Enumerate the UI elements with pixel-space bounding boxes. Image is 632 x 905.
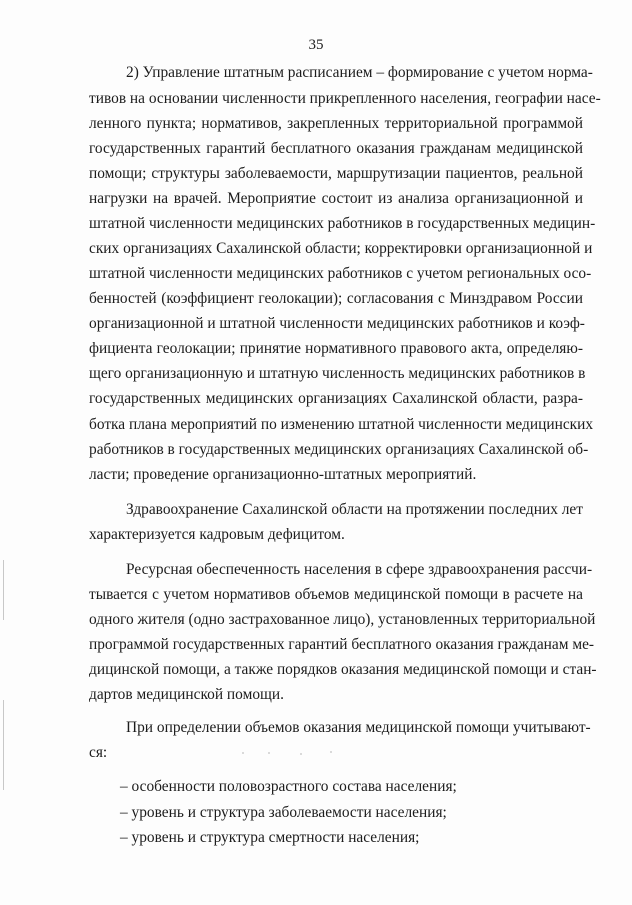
scan-artifact: [3, 700, 4, 790]
scan-speck: [300, 753, 302, 755]
paragraph-line: Ресурсная обеспеченность населения в сфере здравоохранения рассчи-: [126, 561, 593, 578]
paragraph-line: Здравоохранение Сахалинской области на протяжении последних лет: [126, 501, 583, 518]
paragraph-line: государственных медицинских организациях Сахалинской области, разра-: [89, 390, 583, 407]
paragraph-line: ленного пункта; нормативов, закрепленных территориальной программой: [89, 115, 583, 132]
paragraph-line: дартов медицинской помощи.: [89, 686, 284, 703]
paragraph-line: программой государственных гарантий бесплатного оказания гражданам ме-: [89, 636, 595, 653]
paragraph-line: штатной численности медицинских работников в государственных медицин-: [89, 215, 596, 232]
paragraph-line: государственных гарантий бесплатного оказания гражданам медицинской: [89, 140, 583, 157]
scan-speck: [242, 752, 244, 754]
paragraph-line: фициента геолокации; принятие нормативного правового акта, определяю-: [89, 340, 583, 357]
list-item: – уровень и структура смертности населения;: [120, 829, 420, 846]
paragraph-line: тивов на основании численности прикрепленного населения, географии насе-: [89, 90, 601, 107]
page-number: 35: [308, 37, 324, 53]
paragraph-line: 2) Управление штатным расписанием – формирование с учетом норма-: [126, 64, 593, 81]
paragraph-line: нагрузки на врачей. Мероприятие состоит из анализа организационной и: [89, 190, 583, 207]
list-item: – особенности половозрастного состава населения;: [120, 778, 457, 795]
paragraph-line: штатной численности медицинских работников с учетом региональных осо-: [89, 265, 592, 282]
paragraph-line: характеризуется кадровым дефицитом.: [89, 526, 345, 543]
paragraph-line: При определении объемов оказания медицинской помощи учитывают-: [126, 719, 591, 736]
paragraph-line: ся:: [89, 744, 108, 761]
scan-artifact: [3, 560, 4, 620]
paragraph-line: бенностей (коэффициент геолокации); согласования с Минздравом России: [89, 290, 583, 307]
paragraph-line: работников в государственных медицинских организациях Сахалинской об-: [89, 441, 589, 458]
paragraph-line: дицинской помощи, а также порядков оказания медицинской помощи и стан-: [89, 661, 597, 678]
paragraph-line: тывается с учетом нормативов объемов медицинской помощи в расчете на: [89, 586, 583, 603]
scan-speck: [330, 751, 332, 753]
paragraph-line: щего организационную и штатную численность медицинских работников в: [89, 365, 586, 382]
paragraph-line: ботка плана мероприятий по изменению штатной численности медицинских: [89, 416, 594, 433]
list-item: – уровень и структура заболеваемости населения;: [120, 804, 447, 821]
paragraph-line: ласти; проведение организационно-штатных мероприятий.: [89, 466, 477, 483]
paragraph-line: ских организациях Сахалинской области; корректировки организационной и: [89, 240, 593, 257]
scan-speck: [268, 752, 270, 754]
paragraph-line: одного жителя (одно застрахованное лицо), установленных территориальной: [89, 611, 596, 628]
paragraph-line: организационной и штатной численности медицинских работников и коэф-: [89, 315, 585, 332]
paragraph-line: помощи; структуры заболеваемости, маршрутизации пациентов, реальной: [89, 165, 583, 182]
